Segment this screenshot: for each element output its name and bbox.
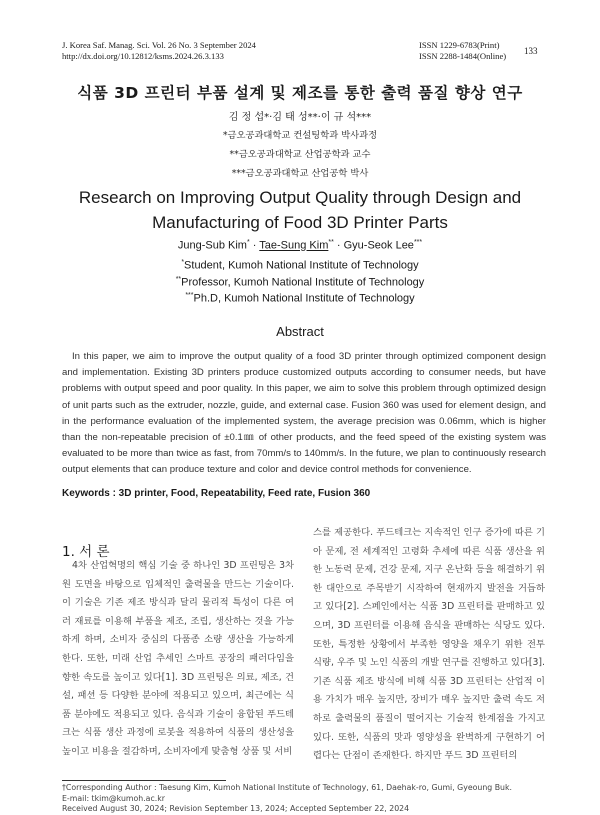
author-1: Jung-Sub Kim [177, 239, 247, 252]
body-column-right [313, 524, 545, 766]
intro-paragraph-continued: 스를 제공한다. 푸드테크는 지속적인 인구 증가에 따른 기아 문제, 전 세계적인 고령화 추세에 따른 식품 생산을 위한 노동력 문제, 건강 문제, 지구 온난화 등을 해결하기 위한 대안으로 주목받기 시작하여 현재까지 발전을 거듭하고 있다[2]. 스페인에서는 식품 3D 프린터를 판매하고 있으며, 3D 프린터를 이용해 음식을 판매하는 식당도 있다. 또한, 특정한 상황에서 부족한 영양을 채우기 위한 전투 식량, 우주 및 노인 식품의 개발 연구를 진행하고 있다[3]. 기존 식품 제조 방식에 비해 식품 3D 프린터는 산업적 이용 가치가 매우 높지만, 장비가 매우 높지만 출력 속도 저하로 출력물의 품질이 떨어지는 기술적 한계점을 가지고 있다. 또한, 식품의 맛과 영양성을 완벽하게 구현하기 어렵다는 단점이 존재한다. 하지만 푸드 3D 프린터의 [313, 527, 545, 762]
english-affiliation-3: ***Ph.D, Kumoh National Institute of Technology [185, 292, 415, 305]
intro-paragraph: 4차 산업혁명의 핵심 기술 중 하나인 3D 프린팅은 3차원 도면을 바탕으로 입체적인 출력물을 만드는 기술이다. 이 기술은 기존 제조 방식과 달리 물리적 특성이 다른 여러 재료를 이용해 부품을 제조, 조립, 생산하는 것을 가능하게 하며, 소비자 중심의 다품종 소량 생산을 가능하게 한다. 또한, 미래 산업 추세인 스마트 공장의 패러다임을 향한 속도를 높이고 있다[1]. 3D 프린팅은 의료, 제조, 건설, 패션 등 다양한 분야에 적용되고 있으며, 최근에는 식품 분야에도 적용되고 있다. 음식과 기술이 융합된 푸드테크는 식품 생산 과정에 로봇을 적용하여 식품의 생산성을 높이고 비용을 절감하며, 소비자에게 맞춤형 상품 및 서비 [62, 560, 294, 757]
issn-online: ISSN 2288-1484(Online) [419, 51, 507, 61]
author-separator: · [333, 239, 344, 252]
english-title-line2: Manufacturing of Food 3D Printer Parts [152, 213, 448, 232]
author-1-mark: * [246, 239, 250, 246]
body-column-left [62, 557, 294, 762]
abstract-body: In this paper, we aim to improve the output quality of a food 3D printer through optimized component design and implementation. Existing 3D printers produce customized outputs according to consumer needs, but have problems with output speed and poor quality. In this paper, we aim to solve this problem through optimized design of unit parts such as the extruder, nozzle, guide, and external case. Fusion 360 was used for element design, and in the performance evaluation of the implemented system, the average precision was 0.06mm, which is higher than the non-repeatable precision of ±0.1㎜ of other products, and the feed speed of the existing system was evaluated to be more than twice as fast, from 70mm/s to 140mm/s. In the future, we plan to continuously research output elements that can produce texture and color and device control methods for convenience. [62, 351, 546, 476]
issn-print: ISSN 1229-6783(Print) [419, 40, 500, 50]
english-affiliation-2: **Professor, Kumoh National Institute of Technology [175, 276, 425, 289]
email-line[interactable]: E-mail: tkim@kumoh.ac.kr [62, 793, 165, 803]
english-title-line1: Research on Improving Output Quality through Design and [78, 188, 522, 207]
english-affiliation-1: *Student, Kumoh National Institute of Technology [181, 259, 419, 272]
footnote [62, 783, 546, 815]
received-dates: Received August 30, 2024; Revision September 13, 2024; Accepted September 22, 2024 [62, 804, 410, 813]
abstract-heading: Abstract [276, 324, 324, 339]
issn-block [419, 40, 506, 62]
korean-authors: 김 정 섭*·김 태 성**·이 규 석*** [228, 112, 372, 123]
author-2-mark: ** [328, 239, 334, 246]
keywords-label: Keywords [62, 488, 110, 499]
author-3-mark: *** [413, 239, 423, 246]
journal-citation: J. Korea Saf. Manag. Sci. Vol. 26 No. 3 September 2024 [62, 40, 256, 50]
section-title: 1. 서 론 [62, 544, 110, 560]
page-number: 133 [524, 46, 538, 56]
keywords [62, 488, 370, 499]
author-2: Tae-Sung Kim [259, 239, 329, 252]
author-3: Gyu-Seok Lee [343, 239, 414, 252]
korean-affiliation-3: ***금오공과대학교 산업공학 박사 [231, 168, 369, 179]
korean-title: 식품 3D 프린터 부품 설계 및 제조를 통한 출력 품질 향상 연구 [77, 84, 523, 102]
doi-link[interactable]: http://dx.doi.org/10.12812/ksms.2024.26.3.133 [62, 51, 224, 61]
korean-affiliation-2: **금오공과대학교 산업공학과 교수 [229, 149, 371, 160]
footnote-divider [62, 780, 226, 781]
korean-affiliation-1: *금오공과대학교 컨설팅학과 박사과정 [222, 130, 378, 141]
journal-header [62, 40, 256, 62]
english-authors [0, 239, 600, 252]
author-separator: · [249, 239, 260, 252]
keywords-list: : 3D printer, Food, Repeatability, Feed rate, Fusion 360 [109, 488, 371, 499]
corresponding-author: †Corresponding Author : Taesung Kim, Kumoh National Institute of Technology, 61, Daehak-ro, Gumi, Gyeoung Buk. [62, 783, 512, 792]
